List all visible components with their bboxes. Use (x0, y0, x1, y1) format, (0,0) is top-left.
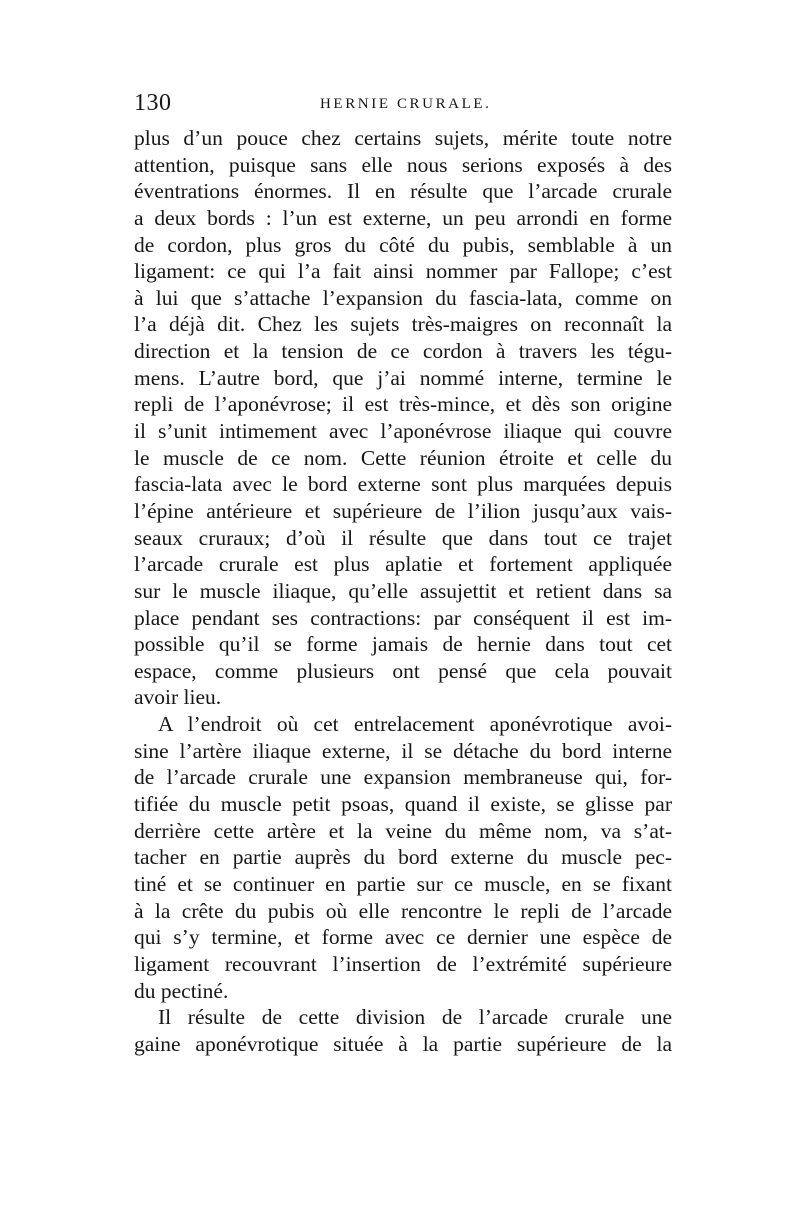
text-line: sine l’artère iliaque externe, il se détache du bord interne (134, 738, 672, 763)
text-line: possible qu’il se forme jamais de hernie dans tout cet (134, 632, 672, 657)
text-line: à lui que s’attache l’expansion du fascia-lata, comme on (134, 285, 672, 310)
page-number: 130 (134, 90, 172, 116)
text-line: il s’unit intimement avec l’aponévrose iliaque qui couvre (134, 419, 672, 444)
text-line: tiné et se continuer en partie sur ce muscle, en se fixant (134, 871, 672, 896)
text-line: à la crête du pubis où elle rencontre le repli de l’arcade (134, 898, 672, 923)
paragraph-start-line: Il résulte de cette division de l’arcade crurale une (158, 1005, 672, 1030)
text-line: qui s’y termine, et forme avec ce dernier une espèce de (134, 925, 672, 950)
text-line: sur le muscle iliaque, qu’elle assujettit et retient dans sa (134, 578, 672, 603)
text-line: ligament recouvrant l’insertion de l’extrémité supérieure (134, 951, 672, 976)
text-line: fascia-lata avec le bord externe sont plus marquées depuis (134, 472, 672, 497)
text-line: plus d’un pouce chez certains sujets, mérite toute notre (134, 126, 672, 150)
text-line: éventrations énormes. Il en résulte que l’arcade crurale (134, 179, 672, 204)
paragraph-end-line: avoir lieu. (134, 685, 222, 710)
text-line: tacher en partie auprès du bord externe du muscle pec- (134, 845, 672, 870)
text-line: gaine aponévrotique située à la partie supérieure de la (134, 1031, 672, 1056)
text-line: l’a déjà dit. Chez les sujets très-maigres on reconnaît la (134, 312, 672, 337)
paragraph-start-line: A l’endroit où cet entrelacement aponévrotique avoi- (158, 712, 672, 737)
text-line: repli de l’aponévrose; il est très-mince, et dès son origine (134, 392, 672, 417)
text-line: de l’arcade crurale une expansion membraneuse qui, for- (134, 765, 672, 790)
text-line: l’épine antérieure et supérieure de l’ilion jusqu’aux vais- (134, 498, 672, 523)
text-line: attention, puisque sans elle nous serions exposés à des (134, 152, 672, 177)
text-line: a deux bords : l’un est externe, un peu arrondi en forme (134, 205, 672, 230)
text-line: ligament: ce qui l’a fait ainsi nommer par Fallope; c’est (134, 259, 672, 284)
page-header (132, 90, 670, 120)
text-line: mens. L’autre bord, que j’ai nommé interne, termine le (134, 365, 672, 390)
running-head: HERNIE CRURALE. (320, 96, 492, 112)
text-line: tifiée du muscle petit psoas, quand il existe, se glisse par (134, 792, 672, 817)
paragraph-end-line: du pectiné. (134, 978, 229, 1003)
text-line: derrière cette artère et la veine du même nom, va s’at- (134, 818, 672, 843)
text-line: place pendant ses contractions: par conséquent il est im- (134, 605, 672, 630)
text-line: seaux cruraux; d’où il résulte que dans tout ce trajet (134, 525, 672, 550)
text-line: espace, comme plusieurs ont pensé que cela pouvait (134, 658, 672, 683)
text-line: de cordon, plus gros du côté du pubis, semblable à un (134, 232, 672, 257)
text-line: le muscle de ce nom. Cette réunion étroite et celle du (134, 445, 672, 470)
text-line: direction et la tension de ce cordon à travers les tégu- (134, 339, 672, 364)
body-text (134, 125, 672, 1057)
text-line: l’arcade crurale est plus aplatie et fortement appliquée (134, 552, 672, 577)
